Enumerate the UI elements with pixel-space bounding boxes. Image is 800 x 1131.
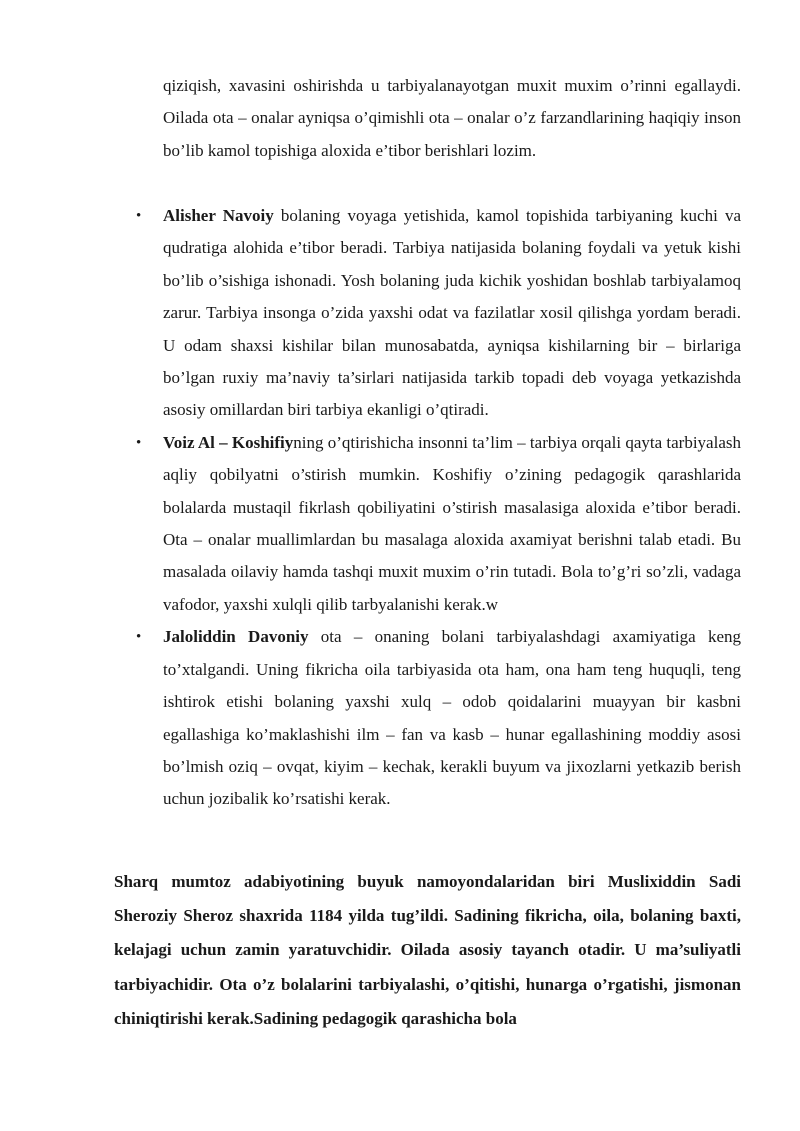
bullet-text: bolaning voyaga yetishida, kamol topishida tarbiyaning kuchi va qudratiga alohida e’tibor beradi. Tarbiya natijasida bolaning foydali va yetuk kishi bo’lib o’sishiga ishonadi. Yosh bolaning juda kichik yoshidan boshlab tarbiyalamoq zarur. Tarbiya insonga o’zida yaxshi odat va fazilatlar xosil qilishga yordam beradi. U odam shaxsi kishilar bilan munosabatda, ayniqsa kishilarning bir – birlariga bo’lgan ruxiy ma’naviy ta’sirlari natijasida tarkib topadi deb voyaga yetkazishda asosiy omillardan biri tarbiya ekanligi o’qtiradi. (163, 206, 741, 420)
bullet-icon: • (136, 629, 142, 646)
bullet-text: ning o’qtirishicha insonni ta’lim – tarbiya orqali qayta tarbiyalash aqliy qobilyatni o’stirish mumkin. Koshifiy o’zining pedagogik qarashlarida bolalarda mustaqil fikrlash qobiliyatini o’stirish masalasiga aloxida e’tibor beradi. Ota – onalar muallimlardan bu masalaga aloxida axamiyat berishni talab etadi. Bu masalada oilaviy hamda tashqi muxit muxim o’rin tutadi. Bola to’g’ri so’zli, vadaga vafodor, yaxshi xulqli qilib tarbyalanishi kerak.w (163, 432, 741, 614)
bullet-name: Jaloliddin Davoniy (163, 627, 309, 647)
bullet-name: Voiz Al – Koshifiy (163, 432, 294, 452)
bullet-icon: • (136, 208, 142, 224)
bullet-list (136, 200, 741, 816)
continuation-paragraph: qiziqish, xavasini oshirishda u tarbiyalanayotgan muxit muxim o’rinni egallaydi. Oilada ota – onalar ayniqsa o’qimishli ota – onalar o’z farzandlarining haqiqiy inson bo’lib kamol topishiga aloxida e’tibor berishlari lozim. (163, 76, 741, 160)
bullet-name: Alisher Navoiy (163, 206, 274, 225)
list-item (136, 200, 741, 427)
list-item (136, 427, 741, 621)
list-item (136, 621, 741, 815)
bullet-text: ota – onaning bolani tarbiyalashdagi axamiyatiga keng to’xtalgandi. Uning fikricha oila tarbiyasida ota ham, ona ham teng huquqli, teng ishtirok etishi bolaning yaxshi xulq – odob qoidalarini muayyan bir kasbni egallashiga ko’maklashishi ilm – fan va kasb – hunar egallashining moddiy asosi bo’lmish oziq – ovqat, kiyim – kechak, kerakli buyum va jixozlarni yetkazib berish uchun jozibalik ko’rsatishi kerak. (163, 627, 741, 809)
bold-paragraph: Sharq mumtoz adabiyotining buyuk namoyondalaridan biri Muslixiddin Sadi Sheroziy Sheroz shaxrida 1184 yilda tug’ildi. Sadining fikricha, oila, bolaning baxti, kelajagi uchun zamin yaratuvchidir. Oilada asosiy tayanch otadir. U ma’suliyatli tarbiyachidir. Ota o’z bolalarini tarbiyalashi, o’qitishi, hunarga o’rgatishi, jismonan chiniqtirishi kerak.Sadining pedagogik qarashicha bola (114, 872, 741, 1028)
bullet-icon: • (136, 434, 142, 451)
